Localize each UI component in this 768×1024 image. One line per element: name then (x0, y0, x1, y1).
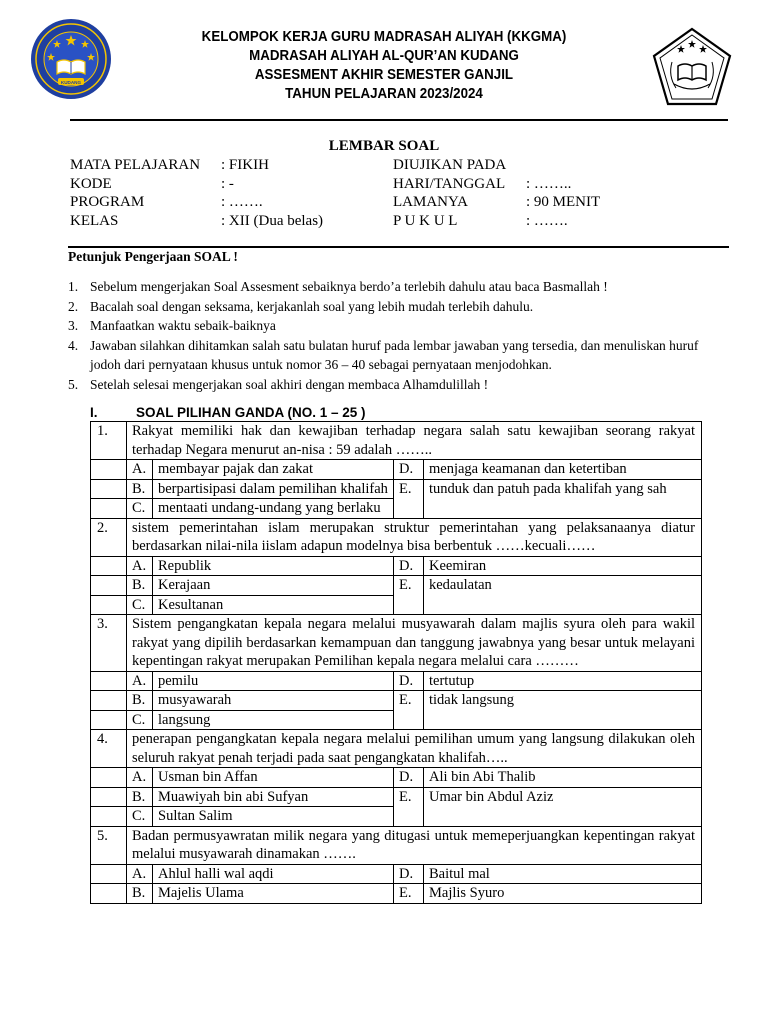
header-line-4: TAHUN PELAJARAN 2023/2024 (285, 86, 483, 102)
question-text: sistem pemerintahan islam merupakan struktur pemerintahan yang pelaksanaanya diatur berdasarkan nilai-nila iislam adapun modelnya bisa berbentuk ……kecuali…… (127, 518, 702, 556)
option-letter: A. (127, 671, 153, 691)
info-label-lamanya: LAMANYA (393, 194, 468, 210)
info-value-kode: : - (221, 176, 234, 192)
question-row (91, 518, 702, 556)
option-text: Usman bin Affan (153, 768, 394, 788)
question-row (91, 826, 702, 864)
option-text: Ali bin Abi Thalib (424, 768, 702, 788)
option-text: Sultan Salim (153, 807, 394, 827)
info-value-program: : ……. (221, 194, 263, 210)
option-text: Kerajaan (153, 576, 394, 596)
option-text: Republik (153, 556, 394, 576)
spacer-cell (91, 864, 127, 884)
option-row (91, 691, 702, 711)
option-letter: B. (127, 884, 153, 904)
instruction-text: Setelah selesai mengerjakan soal akhiri dengan membaca Alhamdulillah ! (90, 376, 489, 392)
instruction-number: 2. (68, 298, 79, 314)
option-letter: E. (394, 787, 424, 826)
option-letter: B. (127, 479, 153, 499)
option-text: pemilu (153, 671, 394, 691)
section-heading (90, 405, 366, 420)
info-value-kelas: : XII (Dua belas) (221, 213, 324, 229)
instruction-number: 4. (68, 337, 79, 353)
option-row (91, 884, 702, 904)
ministry-emblem (650, 26, 734, 110)
instruction-text: Jawaban silahkan dihitamkan salah satu bulatan huruf pada lembar jawaban yang tersedia, dan menuliskan huruf jodoh dari pernyataan khusus untuk nomor 36 – 40 sebagai pernyataan menjodohkan. (90, 337, 699, 372)
option-letter: E. (394, 884, 424, 904)
option-row (91, 556, 702, 576)
question-row (91, 615, 702, 672)
option-letter: E. (394, 576, 424, 615)
spacer-cell (91, 460, 127, 480)
option-text: Muawiyah bin abi Sufyan (153, 787, 394, 807)
option-letter: B. (127, 691, 153, 711)
option-letter: C. (127, 499, 153, 519)
option-text: berpartisipasi dalam pemilihan khalifah (153, 479, 394, 499)
info-label-diujikan: DIUJIKAN PADA (393, 157, 507, 173)
instructions-title: Petunjuk Pengerjaan SOAL ! (68, 249, 238, 264)
option-letter: D. (394, 864, 424, 884)
header-divider (70, 119, 728, 121)
spacer-cell (91, 768, 127, 788)
instruction-item (68, 277, 728, 297)
question-number: 3. (91, 615, 127, 672)
instruction-text: Manfaatkan waktu sebaik-baiknya (90, 318, 276, 333)
spacer-cell (91, 671, 127, 691)
spacer-cell (91, 787, 127, 807)
option-row (91, 787, 702, 807)
info-value-mata-pelajaran: : FIKIH (221, 157, 269, 173)
option-letter: B. (127, 576, 153, 596)
spacer-cell (91, 807, 127, 827)
instruction-text: Bacalah soal dengan seksama, kerjakanlah soal yang lebih mudah terlebih dahulu. (90, 298, 534, 314)
option-letter: E. (394, 691, 424, 730)
question-number: 1. (91, 422, 127, 460)
option-letter: A. (127, 556, 153, 576)
header-line-1: KELOMPOK KERJA GURU MADRASAH ALIYAH (KKGMA) (201, 29, 567, 45)
section-title: SOAL PILIHAN GANDA (NO. 1 – 25 ) (136, 405, 366, 420)
spacer-cell (91, 499, 127, 519)
option-letter: C. (127, 710, 153, 730)
spacer-cell (91, 884, 127, 904)
option-letter: A. (127, 460, 153, 480)
question-text: Rakyat memiliki hak dan kewajiban terhadap negara salah satu kewajiban seorang rakyat terhadap Negara menurut an-nisa : 59 adalah …….. (127, 422, 702, 460)
instruction-item (68, 336, 728, 375)
question-row (91, 730, 702, 768)
option-text: Kesultanan (153, 595, 394, 615)
info-label-kode: KODE (70, 176, 112, 192)
instruction-number: 3. (68, 318, 79, 333)
option-letter: A. (127, 768, 153, 788)
madrasah-logo (30, 18, 112, 100)
option-letter: C. (127, 595, 153, 615)
spacer-cell (91, 556, 127, 576)
option-text: kedaulatan (424, 576, 702, 615)
option-text: Umar bin Abdul Aziz (424, 787, 702, 826)
instruction-item (68, 316, 728, 336)
option-text: Majelis Ulama (153, 884, 394, 904)
option-row (91, 671, 702, 691)
option-text: tunduk dan patuh pada khalifah yang sah (424, 479, 702, 518)
option-text: mentaati undang-undang yang berlaku (153, 499, 394, 519)
info-value-lamanya: : 90 MENIT (526, 194, 601, 210)
section-number: I. (90, 405, 98, 420)
question-number: 4. (91, 730, 127, 768)
instructions-list (68, 277, 728, 394)
question-text: Sistem pengangkatan kepala negara melalui musyawarah dalam majlis syura oleh para wakil rakyat yang dipilih berdasarkan kemampuan dan tanggung jawabnya yang besar untuk melayani kepentingan rakyat merupakan Pemilihan kepala negara melalui cara ……… (127, 615, 702, 672)
option-letter: A. (127, 864, 153, 884)
spacer-cell (91, 479, 127, 499)
info-label-kelas: KELAS (70, 213, 119, 229)
option-letter: D. (394, 768, 424, 788)
option-letter: E. (394, 479, 424, 518)
info-label-mata-pelajaran: MATA PELAJARAN (70, 157, 201, 173)
option-letter: C. (127, 807, 153, 827)
info-value-hari: : …….. (526, 176, 572, 192)
instruction-number: 1. (68, 279, 79, 294)
option-letter: D. (394, 556, 424, 576)
question-row (91, 422, 702, 460)
svg-text:KUDANG: KUDANG (60, 79, 82, 85)
info-label-hari: HARI/TANGGAL (393, 176, 506, 192)
question-number: 2. (91, 518, 127, 556)
letterhead (120, 28, 648, 104)
spacer-cell (91, 710, 127, 730)
question-text: penerapan pengangkatan kepala negara melalui pemilihan umum yang langsung dilakukan oleh seluruh rakyat penah terjadi pada saat pengangkatan khalifah….. (127, 730, 702, 768)
info-value-pukul: : ……. (526, 213, 568, 229)
option-text: membayar pajak dan zakat (153, 460, 394, 480)
info-divider (68, 246, 729, 248)
info-label-program: PROGRAM (70, 194, 145, 210)
option-text: langsung (153, 710, 394, 730)
header-line-2: MADRASAH ALIYAH AL-QUR’AN KUDANG (249, 48, 519, 64)
spacer-cell (91, 595, 127, 615)
option-text: Ahlul halli wal aqdi (153, 864, 394, 884)
option-row (91, 864, 702, 884)
option-text: musyawarah (153, 691, 394, 711)
instruction-item (68, 297, 728, 317)
spacer-cell (91, 691, 127, 711)
option-text: tidak langsung (424, 691, 702, 730)
option-letter: B. (127, 787, 153, 807)
option-text: menjaga keamanan dan ketertiban (424, 460, 702, 480)
question-text: Badan permusyawratan milik negara yang ditugasi untuk memeperjuangkan kepentingan rakyat melalui musyawarah dinamakan ……. (127, 826, 702, 864)
header-line-3: ASSESMENT AKHIR SEMESTER GANJIL (254, 67, 514, 83)
instruction-item (68, 375, 728, 395)
option-text: Keemiran (424, 556, 702, 576)
option-row (91, 460, 702, 480)
instruction-number: 5. (68, 376, 79, 392)
spacer-cell (91, 576, 127, 596)
option-row (91, 479, 702, 499)
option-text: Majlis Syuro (424, 884, 702, 904)
option-row (91, 576, 702, 596)
option-text: Baitul mal (424, 864, 702, 884)
option-letter: D. (394, 460, 424, 480)
question-number: 5. (91, 826, 127, 864)
option-row (91, 768, 702, 788)
info-label-pukul: P U K U L (393, 213, 458, 229)
option-text: tertutup (424, 671, 702, 691)
instruction-text: Sebelum mengerjakan Soal Assesment sebaiknya berdo’a terlebih dahulu atau baca Basmallah ! (90, 279, 608, 294)
question-table (90, 421, 702, 904)
sheet-title: LEMBAR SOAL (328, 138, 440, 154)
option-letter: D. (394, 671, 424, 691)
